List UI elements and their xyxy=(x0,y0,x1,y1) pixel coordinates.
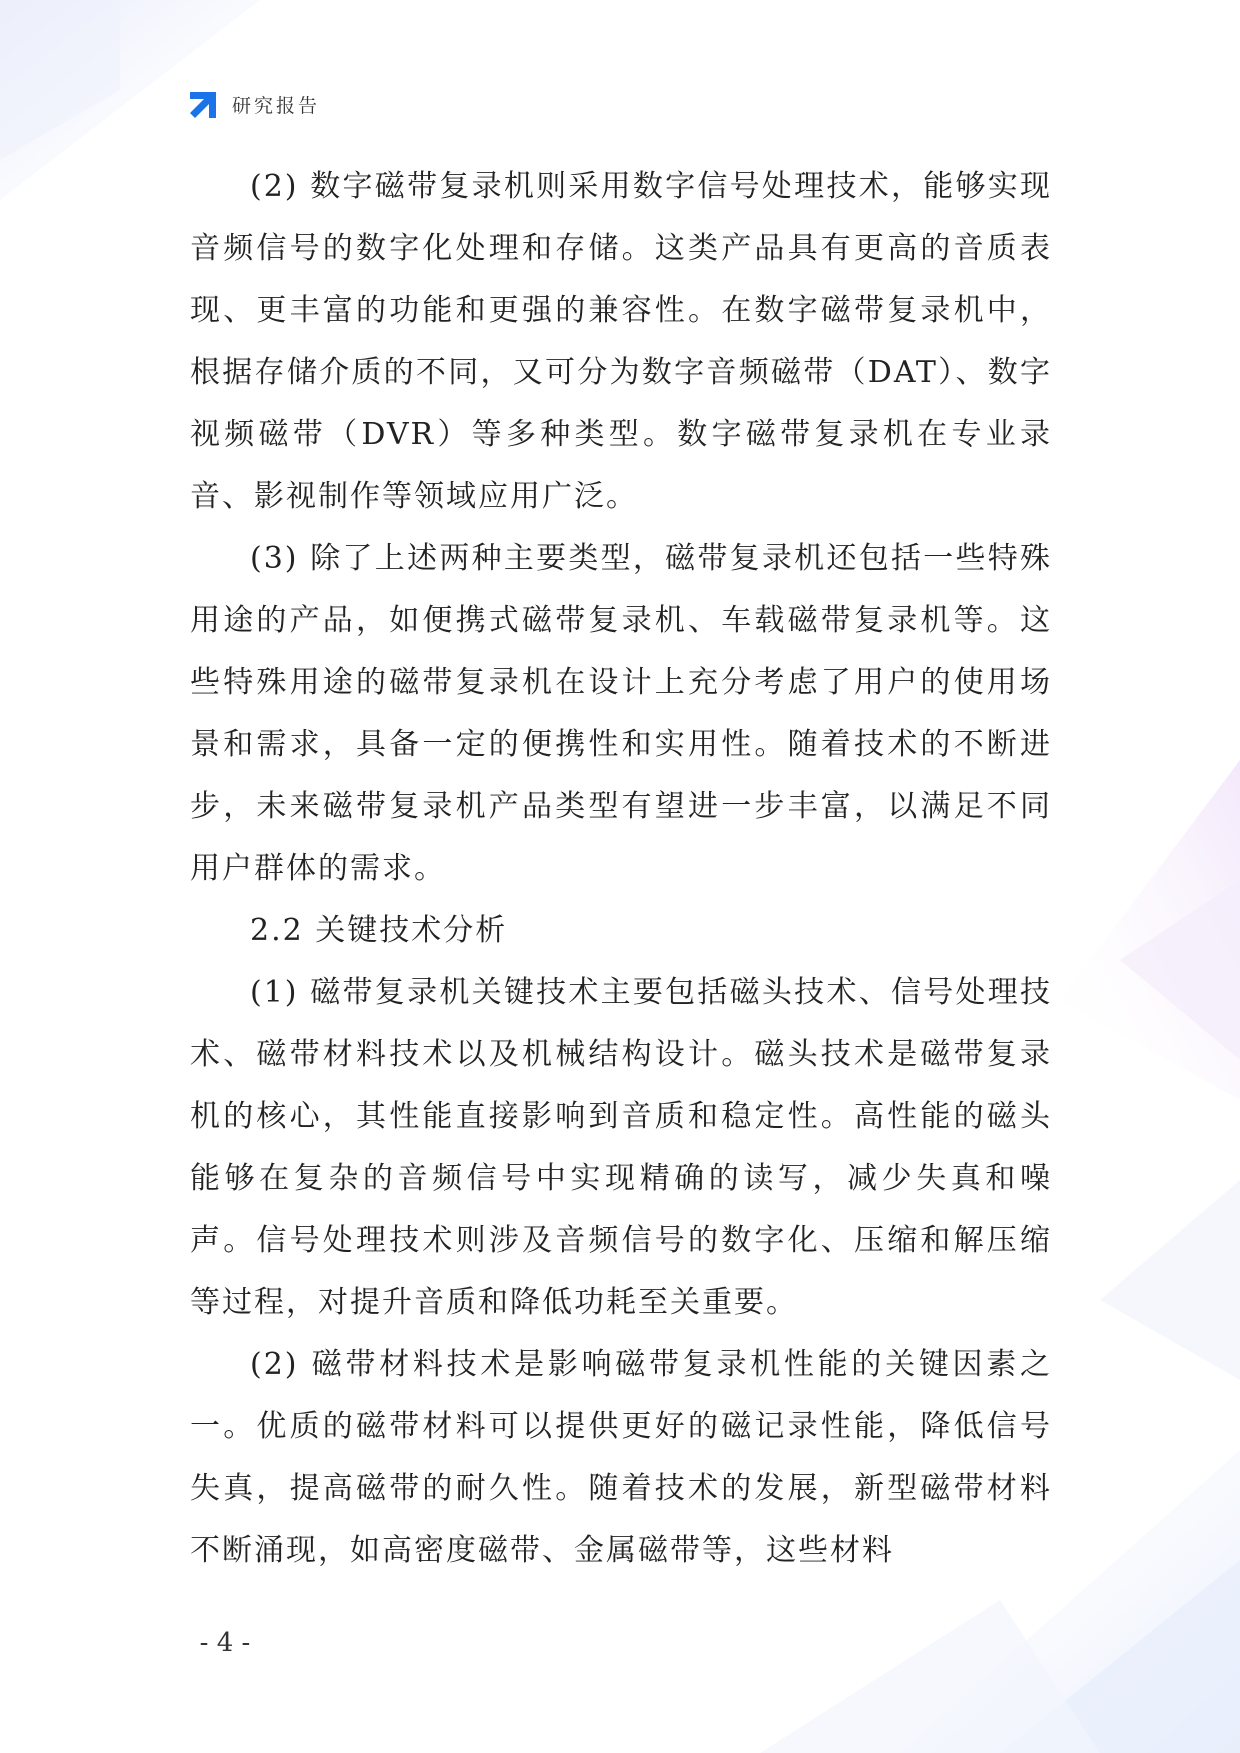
paragraph: (2) 数字磁带复录机则采用数字信号处理技术，能够实现音频信号的数字化处理和存储。这类产品具有更高的音质表现、更丰富的功能和更强的兼容性。在数字磁带复录机中，根据存储介质的不同，又可分为数字音频磁带（DAT）、数字视频磁带（DVR）等多种类型。数字磁带复录机在专业录音、影视制作等领域应用广泛。 xyxy=(190,169,1052,514)
arrow-logo-icon xyxy=(188,88,220,120)
header-title: 研究报告 xyxy=(232,94,321,117)
page-header xyxy=(188,88,320,120)
main-content xyxy=(190,156,1052,1582)
paragraph: (2) 磁带材料技术是影响磁带复录机性能的关键因素之一。优质的磁带材料可以提供更好的磁记录性能，降低信号失真，提高磁带的耐久性。随着技术的发展，新型磁带材料不断涌现，如高密度磁带、金属磁带等，这些材料 xyxy=(190,1347,1052,1568)
page-number: - 4 - xyxy=(199,1628,251,1658)
section-heading: 2.2 关键技术分析 xyxy=(250,913,508,948)
paragraph: (3) 除了上述两种主要类型，磁带复录机还包括一些特殊用途的产品，如便携式磁带复录机、车载磁带复录机等。这些特殊用途的磁带复录机在设计上充分考虑了用户的使用场景和需求，具备一定的便携性和实用性。随着技术的不断进步，未来磁带复录机产品类型有望进一步丰富，以满足不同用户群体的需求。 xyxy=(190,541,1052,886)
paragraph: (1) 磁带复录机关键技术主要包括磁头技术、信号处理技术、磁带材料技术以及机械结构设计。磁头技术是磁带复录机的核心，其性能直接影响到音质和稳定性。高性能的磁头能够在复杂的音频信号中实现精确的读写，减少失真和噪声。信号处理技术则涉及音频信号的数字化、压缩和解压缩等过程，对提升音质和降低功耗至关重要。 xyxy=(190,975,1052,1320)
